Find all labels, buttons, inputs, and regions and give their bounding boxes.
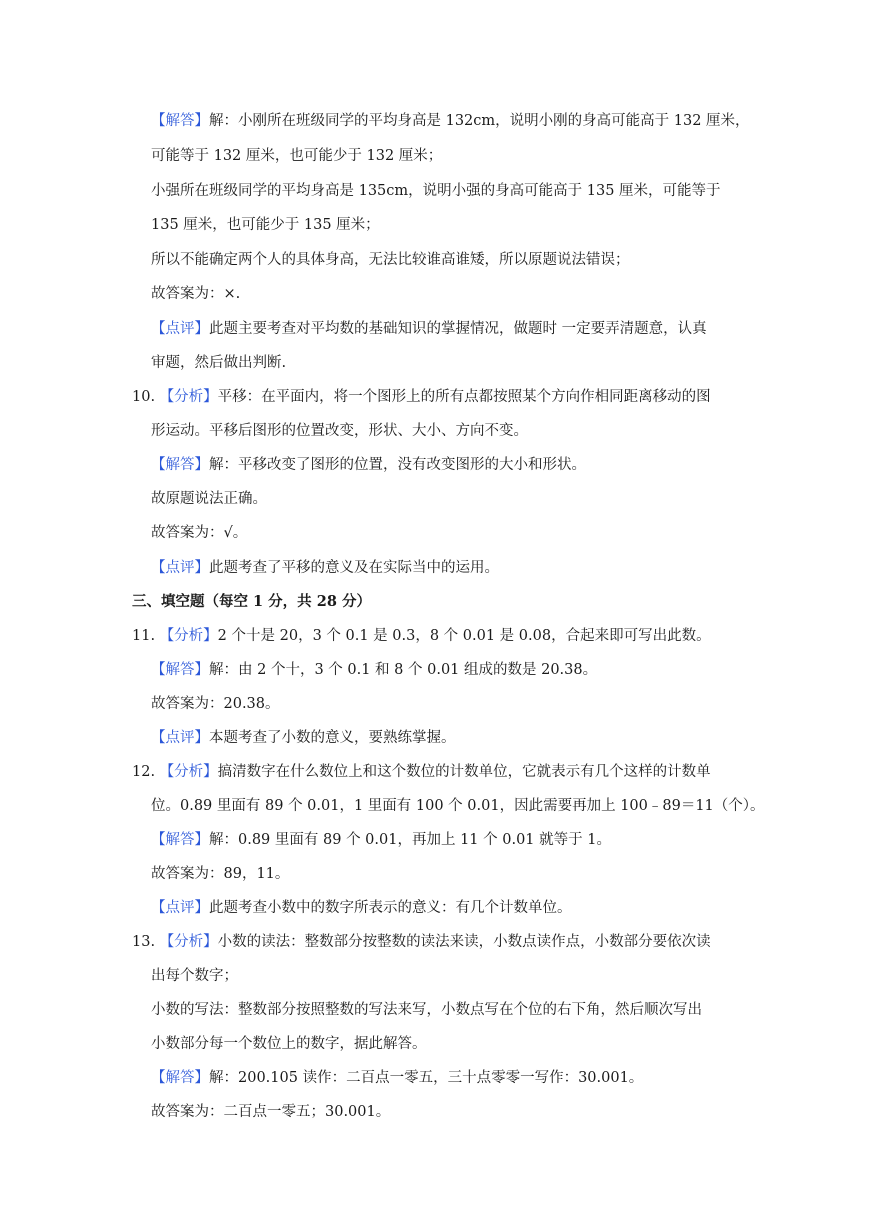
answer-tag: 【解答】 (151, 457, 209, 473)
q9-answer-line-4: 135 厘米，也可能少于 135 厘米； (151, 217, 380, 233)
comment-text: 本题考查了小数的意义，要熟练掌握。 (209, 730, 456, 746)
question-number: 12. (132, 764, 156, 780)
q11-answer-line-2: 故答案为：20.38。 (151, 696, 280, 712)
analysis-text: 2 个十是 20，3 个 0.1 是 0.3，8 个 0.01 是 0.08，合起来即可写出此数。 (217, 628, 711, 644)
analysis-tag: 【分析】 (159, 628, 218, 644)
answer-tag: 【解答】 (151, 832, 209, 848)
q10-answer-line-3: 故答案为：√。 (151, 525, 248, 541)
answer-text: 解：小刚所在班级同学的平均身高是 132cm，说明小刚的身高可能高于 132 厘米， (209, 113, 750, 129)
analysis-text: 平移：在平面内，将一个图形上的所有点都按照某个方向作相同距离移动的图 (217, 389, 711, 405)
q9-comment-line-2: 审题，然后做出判断. (151, 355, 287, 371)
q13-answer-line-2: 故答案为：二百点一零五；30.001。 (151, 1104, 391, 1120)
q12-analysis-line-2: 位。0.89 里面有 89 个 0.01，1 里面有 100 个 0.01，因此需要再加上 100﹣89＝11（个）。 (151, 798, 765, 814)
q12-answer-line-2: 故答案为：89，11。 (151, 866, 290, 882)
question-number: 10. (132, 389, 156, 405)
answer-text: 解：由 2 个十，3 个 0.1 和 8 个 0.01 组成的数是 20.38。 (209, 662, 598, 678)
answer-tag: 【解答】 (151, 662, 209, 678)
q11-answer-line-1 (151, 660, 597, 680)
q13-analysis-line-3: 小数的写法：整数部分按照整数的写法来写，小数点写在个位的右下角，然后顺次写出 (151, 1002, 702, 1018)
q12-comment-line-1 (151, 898, 572, 918)
comment-tag: 【点评】 (151, 900, 209, 916)
q12-analysis-line-1 (132, 762, 711, 782)
q11-analysis-line-1 (132, 626, 711, 646)
comment-tag: 【点评】 (151, 321, 209, 337)
comment-text: 此题主要考查对平均数的基础知识的掌握情况，做题时 一定要弄清题意，认真 (209, 321, 707, 337)
q10-analysis-line-2: 形运动。平移后图形的位置改变，形状、大小、方向不变。 (151, 423, 528, 439)
answer-text: 解：200.105 读作：二百点一零五，三十点零零一写作：30.001。 (209, 1070, 644, 1086)
comment-tag: 【点评】 (151, 560, 209, 576)
q13-analysis-line-2: 出每个数字； (151, 968, 238, 984)
q13-analysis-line-4: 小数部分每一个数位上的数字，据此解答。 (151, 1036, 427, 1052)
q10-answer-line-1 (151, 455, 586, 475)
q9-answer-line-5: 所以不能确定两个人的具体身高，无法比较谁高谁矮，所以原题说法错误； (151, 252, 630, 268)
answer-tag: 【解答】 (151, 1070, 209, 1086)
q9-answer-line-2: 可能等于 132 厘米，也可能少于 132 厘米； (151, 148, 443, 164)
q10-analysis-line-1 (132, 387, 711, 407)
q9-comment-line-1 (151, 319, 707, 339)
q12-answer-line-1 (151, 830, 611, 850)
comment-text: 此题考查了平移的意义及在实际当中的运用。 (209, 560, 499, 576)
answer-tag: 【解答】 (151, 113, 209, 129)
question-number: 13. (132, 934, 156, 950)
analysis-text: 搞清数字在什么数位上和这个数位的计数单位，它就表示有几个这样的计数单 (217, 764, 711, 780)
q11-comment-line-1 (151, 728, 456, 748)
analysis-tag: 【分析】 (159, 934, 218, 950)
answer-text: 解：0.89 里面有 89 个 0.01，再加上 11 个 0.01 就等于 1。 (209, 832, 611, 848)
question-number: 11. (132, 628, 156, 644)
q9-answer-line-1 (151, 111, 750, 131)
comment-text: 此题考查小数中的数字所表示的意义：有几个计数单位。 (209, 900, 572, 916)
analysis-tag: 【分析】 (159, 389, 218, 405)
q13-analysis-line-1 (132, 932, 711, 952)
q10-answer-line-2: 故原题说法正确。 (151, 491, 267, 507)
q9-answer-line-3: 小强所在班级同学的平均身高是 135cm，说明小强的身高可能高于 135 厘米，可能等于 (151, 183, 721, 199)
analysis-tag: 【分析】 (159, 764, 218, 780)
comment-tag: 【点评】 (151, 730, 209, 746)
answer-text: 解：平移改变了图形的位置，没有改变图形的大小和形状。 (209, 457, 586, 473)
q9-answer-line-6: 故答案为：×. (151, 286, 241, 302)
analysis-text: 小数的读法：整数部分按整数的读法来读，小数点读作点，小数部分要依次读 (217, 934, 711, 950)
section-heading: 三、填空题（每空 1 分，共 28 分） (132, 593, 371, 610)
q13-answer-line-1 (151, 1068, 643, 1088)
q10-comment-line-1 (151, 558, 499, 578)
